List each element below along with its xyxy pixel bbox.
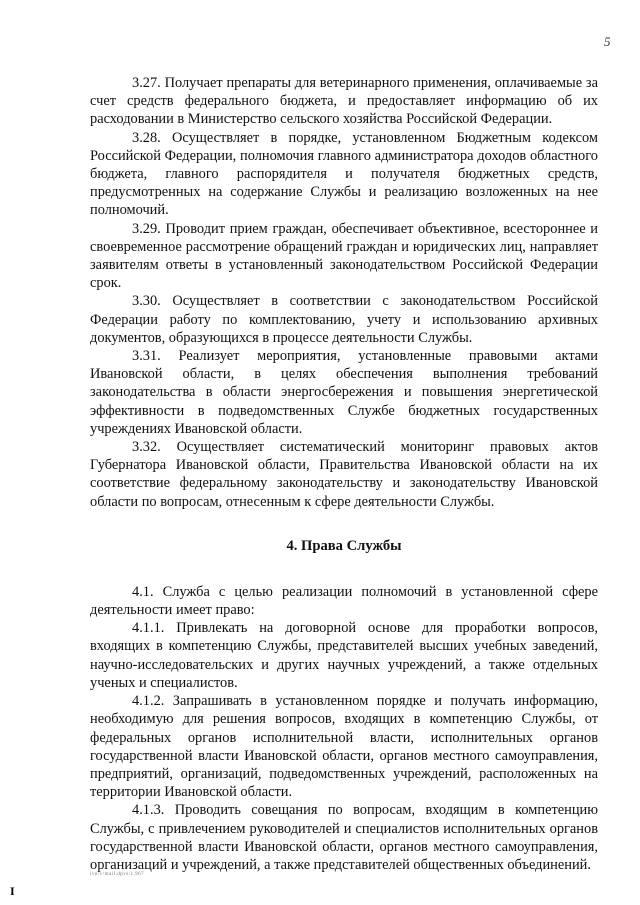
footer-file-code: ivn/v/mail.dpvs/c.967: [90, 872, 145, 877]
paragraph-3-31: 3.31. Реализует мероприятия, установленные правовыми актами Ивановской области, в целях обеспечения выполнения требований законодательства в области энергосбережения и повышения энергетической эффективности в подведомственных Службе бюджетных государственных учреждениях Ивановской области.: [90, 348, 598, 437]
paragraph-3-28: 3.28. Осуществляет в порядке, установленном Бюджетным кодексом Российской Федерации, полномочия главного администратора доходов областного бюджета, главного распорядителя и получателя бюджетных средств, предусмотренных на содержание Службы и реализацию возложенных на нее полномочий.: [90, 129, 598, 219]
page-number: 5: [604, 34, 611, 49]
document-body: [90, 74, 598, 874]
paragraph-3-32: 3.32. Осуществляет систематический мониторинг правовых актов Губернатора Ивановской области, Правительства Ивановской области на их соответствие федеральному законодательству и законодательству Ивановской области по вопросам, отнесенным к сфере деятельности Службы.: [90, 439, 598, 510]
paragraph-3-27: 3.27. Получает препараты для ветеринарного применения, оплачиваемые за счет средств федерального бюджета, и предоставляет информацию об их расходовании в Министерство сельского хозяйства Российской Федерации.: [90, 75, 598, 128]
paragraph-4-1-2: 4.1.2. Запрашивать в установленном порядке и получать информацию, необходимую для решения вопросов, входящих в компетенцию Службы, от федеральных органов исполнительной власти, исполнительных органов государственной власти Ивановской области, органов местного самоуправления, предприятий, организаций, подведомственных учреждений, расположенных на территории Ивановской области.: [90, 693, 598, 801]
paragraph-4-1: 4.1. Служба с целью реализации полномочий в установленной сфере деятельности имеет право:: [90, 583, 598, 619]
paragraph-4-1-3: 4.1.3. Проводить совещания по вопросам, входящим в компетенцию Службы, с привлечением руководителей и специалистов исполнительных органов государственной власти Ивановской области, органов местного самоуправления, организаций и учреждений, а также представителей общественных объединений.: [90, 802, 598, 873]
section-heading: 4. Права Службы: [286, 537, 402, 554]
paragraph-3-30: 3.30. Осуществляет в соответствии с законодательством Российской Федерации работу по комплектованию, учету и использованию архивных документов, образующихся в процессе деятельности Службы.: [90, 293, 598, 346]
corner-mark: I: [10, 884, 15, 898]
paragraph-3-29: 3.29. Проводит прием граждан, обеспечивает объективное, всестороннее и своевременное рассмотрение обращений граждан и юридических лиц, направляет заявителям ответы в установленный законодательством Российской Федерации срок.: [90, 220, 598, 292]
paragraph-4-1-1: 4.1.1. Привлекать на договорной основе для проработки вопросов, входящих в компетенцию Службы, представителей высших учебных заведений, научно-исследовательских и других научных учреждений, а также отдельных ученых и специалистов.: [90, 620, 598, 691]
